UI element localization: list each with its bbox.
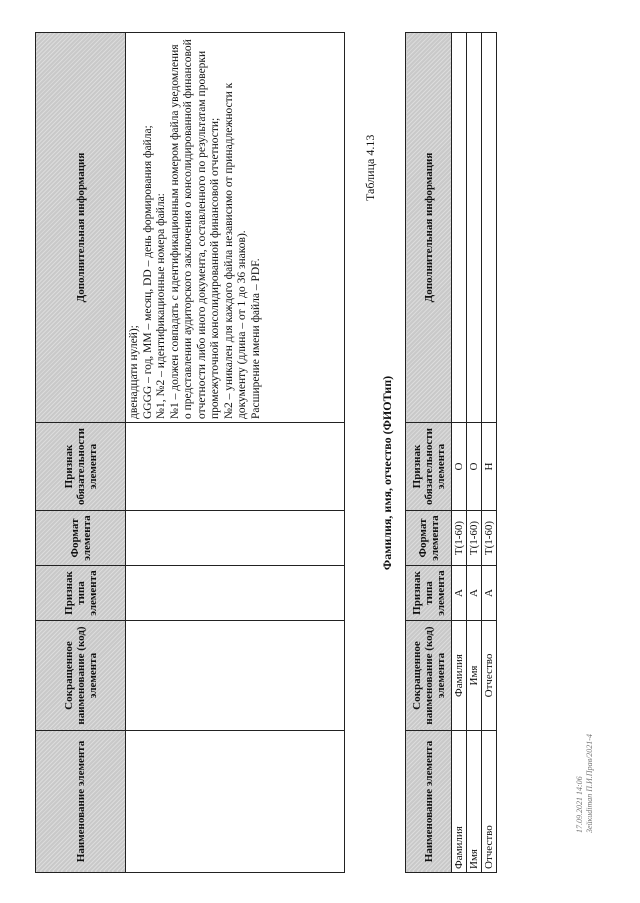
stamp-line: 17.09.2021 14:06 xyxy=(575,776,584,833)
info-line: №2 – уникален для каждого файла независимо от принадлежности к документу (длина – от 1 до 36 знаков). xyxy=(222,82,248,419)
header-element-format: Формат элемента xyxy=(406,511,452,566)
info-line: GGGG – год, MM – месяц, DD – день формирования файла; xyxy=(141,125,154,419)
header-element-format: Формат элемента xyxy=(36,511,126,566)
header-element-type: Признак типа элемента xyxy=(406,566,452,621)
header-element-name: Наименование элемента xyxy=(36,731,126,873)
header-element-code: Сокращенное наименование (код) элемента xyxy=(36,621,126,731)
cell-additional-info xyxy=(452,33,467,423)
fio-table xyxy=(405,32,497,873)
cell-element-type: А xyxy=(452,566,467,621)
cell-additional-info xyxy=(482,33,497,423)
cell-element-name: Отчество xyxy=(482,731,497,873)
cell-element-name: Имя xyxy=(467,731,482,873)
cell-element-required: О xyxy=(467,423,482,511)
header-additional-info: Дополнительная информация xyxy=(36,33,126,423)
cell-additional-info xyxy=(467,33,482,423)
cell-element-format: T(1-60) xyxy=(482,511,497,566)
info-line: №1 – должен совпадать с идентификационным номером файла уведомления о представлении аудиторского заключения о консолидированной финансовой отчетности либо иного документа, составленного по результатам проверки промежуточной консолидированной финансовой отчетности; xyxy=(168,39,221,419)
cell-element-code xyxy=(126,621,345,731)
cell-element-required xyxy=(126,423,345,511)
cell-element-required: О xyxy=(452,423,467,511)
stamp-line: Зейкиdiman П.И.Прав/2021-4 xyxy=(585,734,594,833)
print-stamp xyxy=(575,734,595,833)
file-name-table xyxy=(35,32,345,873)
header-element-required: Признак обязательности элемента xyxy=(36,423,126,511)
cell-element-format: T(1-60) xyxy=(452,511,467,566)
info-line: Расширение имени файла – PDF. xyxy=(249,258,262,419)
table-title: Фамилия, имя, отчество (ФИОТип) xyxy=(380,375,394,571)
cell-element-format: T(1-60) xyxy=(467,511,482,566)
info-line: двенадцати нулей); xyxy=(128,325,140,419)
cell-element-name xyxy=(126,731,345,873)
table-row xyxy=(452,33,467,873)
header-additional-info: Дополнительная информация xyxy=(406,33,452,423)
cell-element-code: Имя xyxy=(467,621,482,731)
cell-element-code: Отчество xyxy=(482,621,497,731)
info-line: №1, №2 – идентификационные номера файла: xyxy=(155,193,167,419)
cell-element-type xyxy=(126,566,345,621)
header-element-code: Сокращенное наименование (код) элемента xyxy=(406,621,452,731)
cell-element-format xyxy=(126,511,345,566)
cell-element-type: А xyxy=(482,566,497,621)
cell-additional-info xyxy=(126,33,345,423)
header-element-name: Наименование элемента xyxy=(406,731,452,873)
cell-element-code: Фамилия xyxy=(452,621,467,731)
table-caption: Таблица 4.13 xyxy=(363,134,377,201)
table-row xyxy=(126,33,345,873)
header-element-type: Признак типа элемента xyxy=(36,566,126,621)
header-element-required: Признак обязательности элемента xyxy=(406,423,452,511)
table-row xyxy=(482,33,497,873)
cell-element-type: А xyxy=(467,566,482,621)
table-row xyxy=(467,33,482,873)
cell-element-name: Фамилия xyxy=(452,731,467,873)
cell-element-required: Н xyxy=(482,423,497,511)
